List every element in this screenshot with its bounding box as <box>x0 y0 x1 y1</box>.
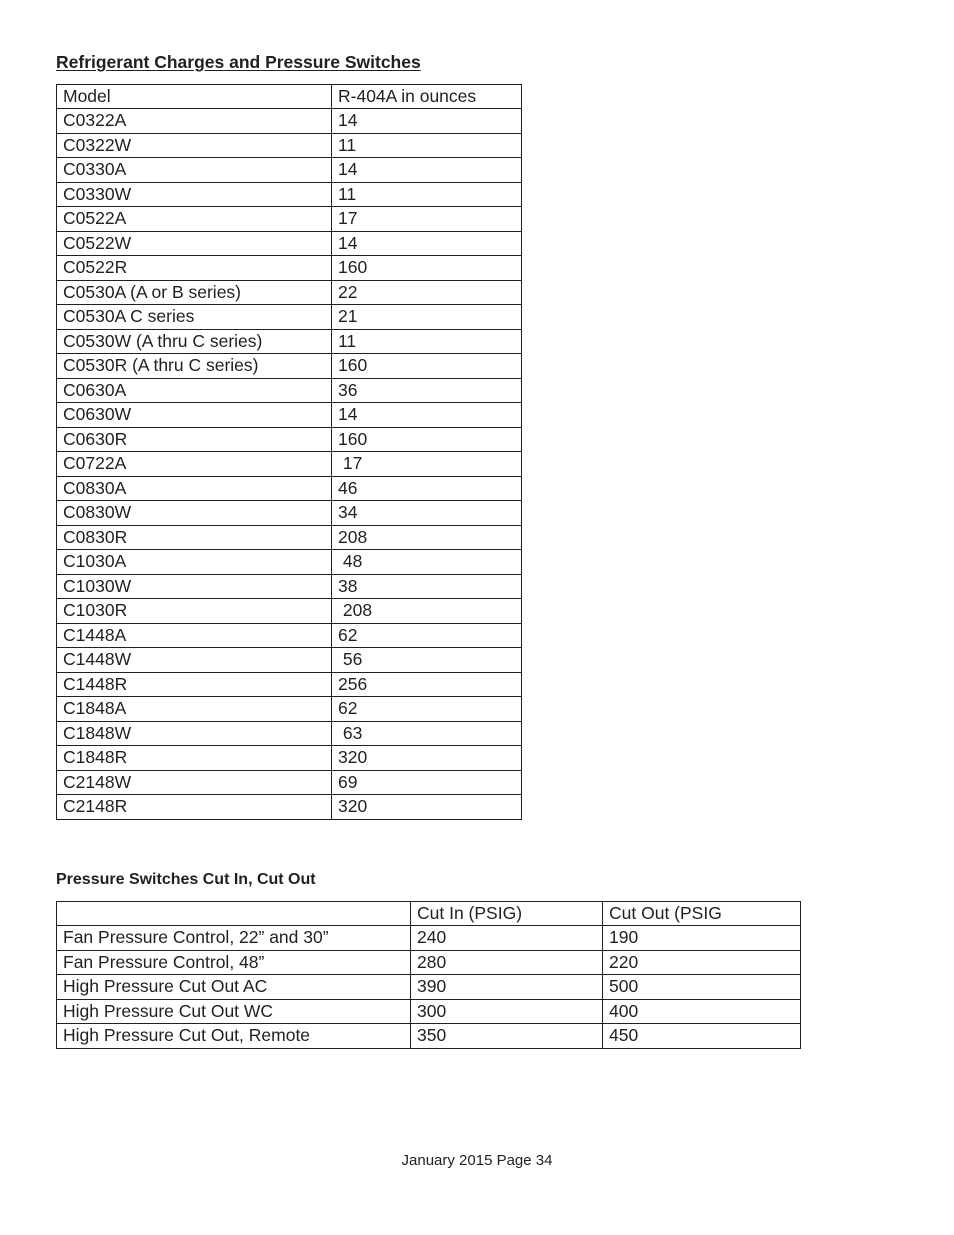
table-row <box>57 256 522 281</box>
model-cell: C1030A <box>57 550 332 575</box>
section-title: Refrigerant Charges and Pressure Switches <box>56 52 421 72</box>
column-header-cut-in: Cut In (PSIG) <box>411 901 603 926</box>
table-row <box>57 795 522 820</box>
table-row <box>57 721 522 746</box>
table-row <box>57 672 522 697</box>
model-cell: C1448W <box>57 648 332 673</box>
model-cell: C0530R (A thru C series) <box>57 354 332 379</box>
cut-out-cell: 190 <box>603 926 801 951</box>
column-header-cut-out: Cut Out (PSIG <box>603 901 801 926</box>
table-row <box>57 746 522 771</box>
charge-ounces-cell: 160 <box>332 354 522 379</box>
cut-out-cell: 500 <box>603 975 801 1000</box>
table-row <box>57 697 522 722</box>
cut-in-cell: 390 <box>411 975 603 1000</box>
table-row <box>57 950 801 975</box>
charge-ounces-cell: 14 <box>332 158 522 183</box>
table-row <box>57 280 522 305</box>
charge-ounces-cell: 36 <box>332 378 522 403</box>
column-header-model: Model <box>57 84 332 109</box>
model-cell: C0522W <box>57 231 332 256</box>
table-row <box>57 207 522 232</box>
model-cell: C0522R <box>57 256 332 281</box>
model-cell: C0530A (A or B series) <box>57 280 332 305</box>
charge-ounces-cell: 22 <box>332 280 522 305</box>
cut-in-cell: 350 <box>411 1024 603 1049</box>
model-cell: C1448A <box>57 623 332 648</box>
charge-ounces-cell: 56 <box>332 648 522 673</box>
control-name-cell: High Pressure Cut Out AC <box>57 975 411 1000</box>
charge-ounces-cell: 63 <box>332 721 522 746</box>
table-row <box>57 452 522 477</box>
charge-ounces-cell: 11 <box>332 329 522 354</box>
charge-ounces-cell: 320 <box>332 746 522 771</box>
table-row <box>57 574 522 599</box>
charge-ounces-cell: 62 <box>332 623 522 648</box>
table-row <box>57 133 522 158</box>
column-header-charge: R-404A in ounces <box>332 84 522 109</box>
charge-ounces-cell: 62 <box>332 697 522 722</box>
model-cell: C1848R <box>57 746 332 771</box>
charge-ounces-cell: 14 <box>332 403 522 428</box>
table-row <box>57 926 801 951</box>
column-header-control <box>57 901 411 926</box>
table-header-row <box>57 901 801 926</box>
model-cell: C0522A <box>57 207 332 232</box>
charge-ounces-cell: 160 <box>332 427 522 452</box>
table-row <box>57 158 522 183</box>
model-cell: C2148R <box>57 795 332 820</box>
charge-ounces-cell: 34 <box>332 501 522 526</box>
charge-ounces-cell: 46 <box>332 476 522 501</box>
table-row <box>57 525 522 550</box>
control-name-cell: High Pressure Cut Out WC <box>57 999 411 1024</box>
table-row <box>57 182 522 207</box>
charge-ounces-cell: 256 <box>332 672 522 697</box>
table-row <box>57 403 522 428</box>
model-cell: C0330W <box>57 182 332 207</box>
table-row <box>57 1024 801 1049</box>
cut-in-cell: 300 <box>411 999 603 1024</box>
table-row <box>57 427 522 452</box>
control-name-cell: Fan Pressure Control, 48” <box>57 950 411 975</box>
table-row <box>57 501 522 526</box>
charge-ounces-cell: 21 <box>332 305 522 330</box>
refrigerant-charges-table <box>56 84 522 820</box>
model-cell: C2148W <box>57 770 332 795</box>
model-cell: C1848A <box>57 697 332 722</box>
page-footer: January 2015 Page 34 <box>401 1152 553 1169</box>
model-cell: C0630A <box>57 378 332 403</box>
control-name-cell: Fan Pressure Control, 22” and 30” <box>57 926 411 951</box>
model-cell: C0830W <box>57 501 332 526</box>
charge-ounces-cell: 208 <box>332 599 522 624</box>
table-row <box>57 623 522 648</box>
model-cell: C0530A C series <box>57 305 332 330</box>
cut-out-cell: 400 <box>603 999 801 1024</box>
model-cell: C1848W <box>57 721 332 746</box>
pressure-switches-table <box>56 901 801 1049</box>
cut-out-cell: 450 <box>603 1024 801 1049</box>
table-row <box>57 476 522 501</box>
table-row <box>57 770 522 795</box>
table-row <box>57 648 522 673</box>
model-cell: C0630R <box>57 427 332 452</box>
table-row <box>57 354 522 379</box>
cut-out-cell: 220 <box>603 950 801 975</box>
refrigerant-charges-body <box>57 109 522 820</box>
model-cell: C0722A <box>57 452 332 477</box>
model-cell: C0330A <box>57 158 332 183</box>
table-header-row <box>57 84 522 109</box>
model-cell: C1448R <box>57 672 332 697</box>
subsection-title: Pressure Switches Cut In, Cut Out <box>56 871 316 888</box>
charge-ounces-cell: 11 <box>332 133 522 158</box>
charge-ounces-cell: 14 <box>332 231 522 256</box>
charge-ounces-cell: 48 <box>332 550 522 575</box>
table-row <box>57 550 522 575</box>
model-cell: C0630W <box>57 403 332 428</box>
model-cell: C0322W <box>57 133 332 158</box>
control-name-cell: High Pressure Cut Out, Remote <box>57 1024 411 1049</box>
model-cell: C1030R <box>57 599 332 624</box>
model-cell: C0830A <box>57 476 332 501</box>
cut-in-cell: 280 <box>411 950 603 975</box>
charge-ounces-cell: 160 <box>332 256 522 281</box>
table-row <box>57 975 801 1000</box>
cut-in-cell: 240 <box>411 926 603 951</box>
charge-ounces-cell: 208 <box>332 525 522 550</box>
table-row <box>57 329 522 354</box>
charge-ounces-cell: 17 <box>332 207 522 232</box>
charge-ounces-cell: 11 <box>332 182 522 207</box>
pressure-switches-body <box>57 926 801 1049</box>
charge-ounces-cell: 320 <box>332 795 522 820</box>
charge-ounces-cell: 14 <box>332 109 522 134</box>
table-row <box>57 599 522 624</box>
table-row <box>57 378 522 403</box>
charge-ounces-cell: 17 <box>332 452 522 477</box>
charge-ounces-cell: 69 <box>332 770 522 795</box>
model-cell: C0530W (A thru C series) <box>57 329 332 354</box>
model-cell: C1030W <box>57 574 332 599</box>
model-cell: C0830R <box>57 525 332 550</box>
table-row <box>57 305 522 330</box>
charge-ounces-cell: 38 <box>332 574 522 599</box>
table-row <box>57 999 801 1024</box>
table-row <box>57 109 522 134</box>
table-row <box>57 231 522 256</box>
model-cell: C0322A <box>57 109 332 134</box>
